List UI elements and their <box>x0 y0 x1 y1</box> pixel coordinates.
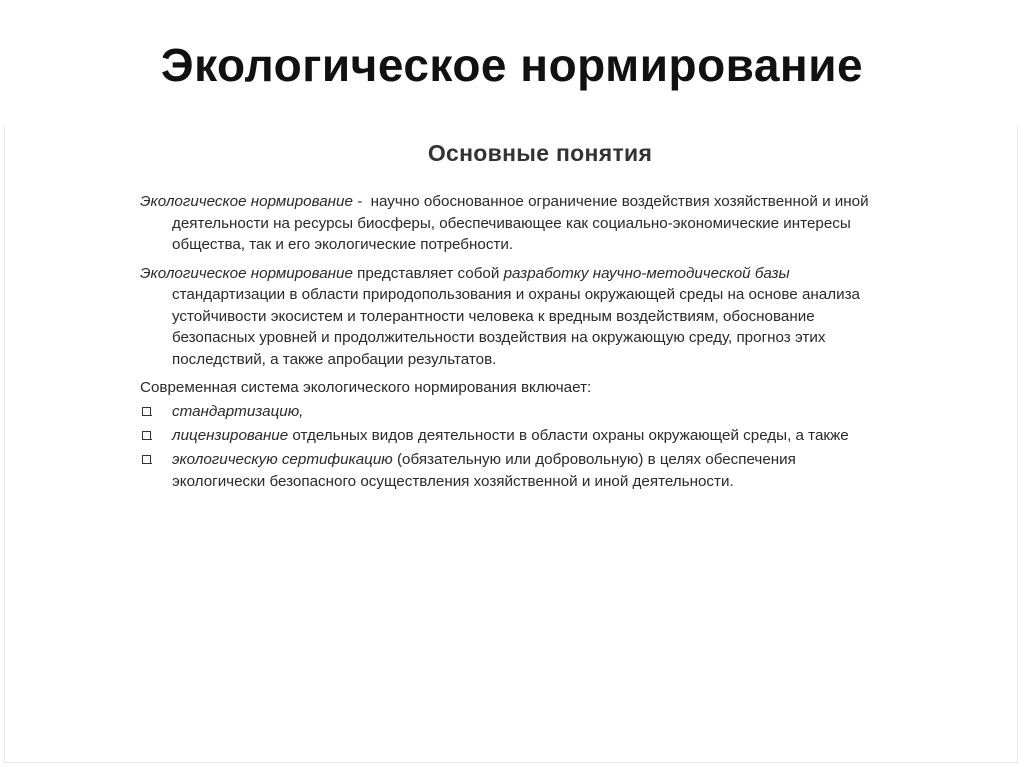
checkbox-bullet-icon <box>142 431 151 440</box>
bullet-term: лицензирование <box>172 426 289 444</box>
description-paragraph <box>140 263 880 371</box>
slide-title: Экологическое нормирование <box>160 39 864 91</box>
checkbox-bullet-icon <box>142 407 151 416</box>
list-item <box>140 425 880 447</box>
description-term-2: разработку научно-методической базы <box>503 264 790 282</box>
content-heading: Основные понятия <box>427 140 653 166</box>
bullet-term: стандартизацию, <box>172 402 304 420</box>
list-item <box>140 449 880 493</box>
description-text-2: стандартизации в области природопользования и охраны окружающей среды на основе анализа устойчивости экосистем и толерантности человека к вредным воздействиям, обоснование безопасных уровней и продолжительности воздействия на окружающую среду, прогноз этих последствий, а также апробации результатов. <box>172 264 865 368</box>
bullet-text: (обязательную или добровольную) в целях обеспечения экологически безопасного осуществления хозяйственной и иной деятельности. <box>172 450 801 490</box>
checkbox-bullet-icon <box>142 455 151 464</box>
description-term: Экологическое нормирование <box>140 264 353 282</box>
description-text-1: представляет собой <box>352 264 504 282</box>
definition-term: Экологическое нормирование - <box>140 193 363 210</box>
definition-text: научно обоснованное ограничение воздействия хозяйственной и иной деятельности на ресурсы биосферы, обеспечивающее как социально-экономические интересы общества, так и его экологические потребности. <box>172 193 873 253</box>
bullet-text: отдельных видов деятельности в области охраны окружающей среды, а также <box>288 426 849 444</box>
bullet-list <box>140 401 880 493</box>
list-item <box>140 401 880 423</box>
system-intro: Современная система экологического нормирования включает: <box>140 379 592 396</box>
definition-paragraph <box>140 191 880 256</box>
bullet-term: экологическую сертификацию <box>172 450 393 468</box>
slide-content <box>140 140 880 495</box>
